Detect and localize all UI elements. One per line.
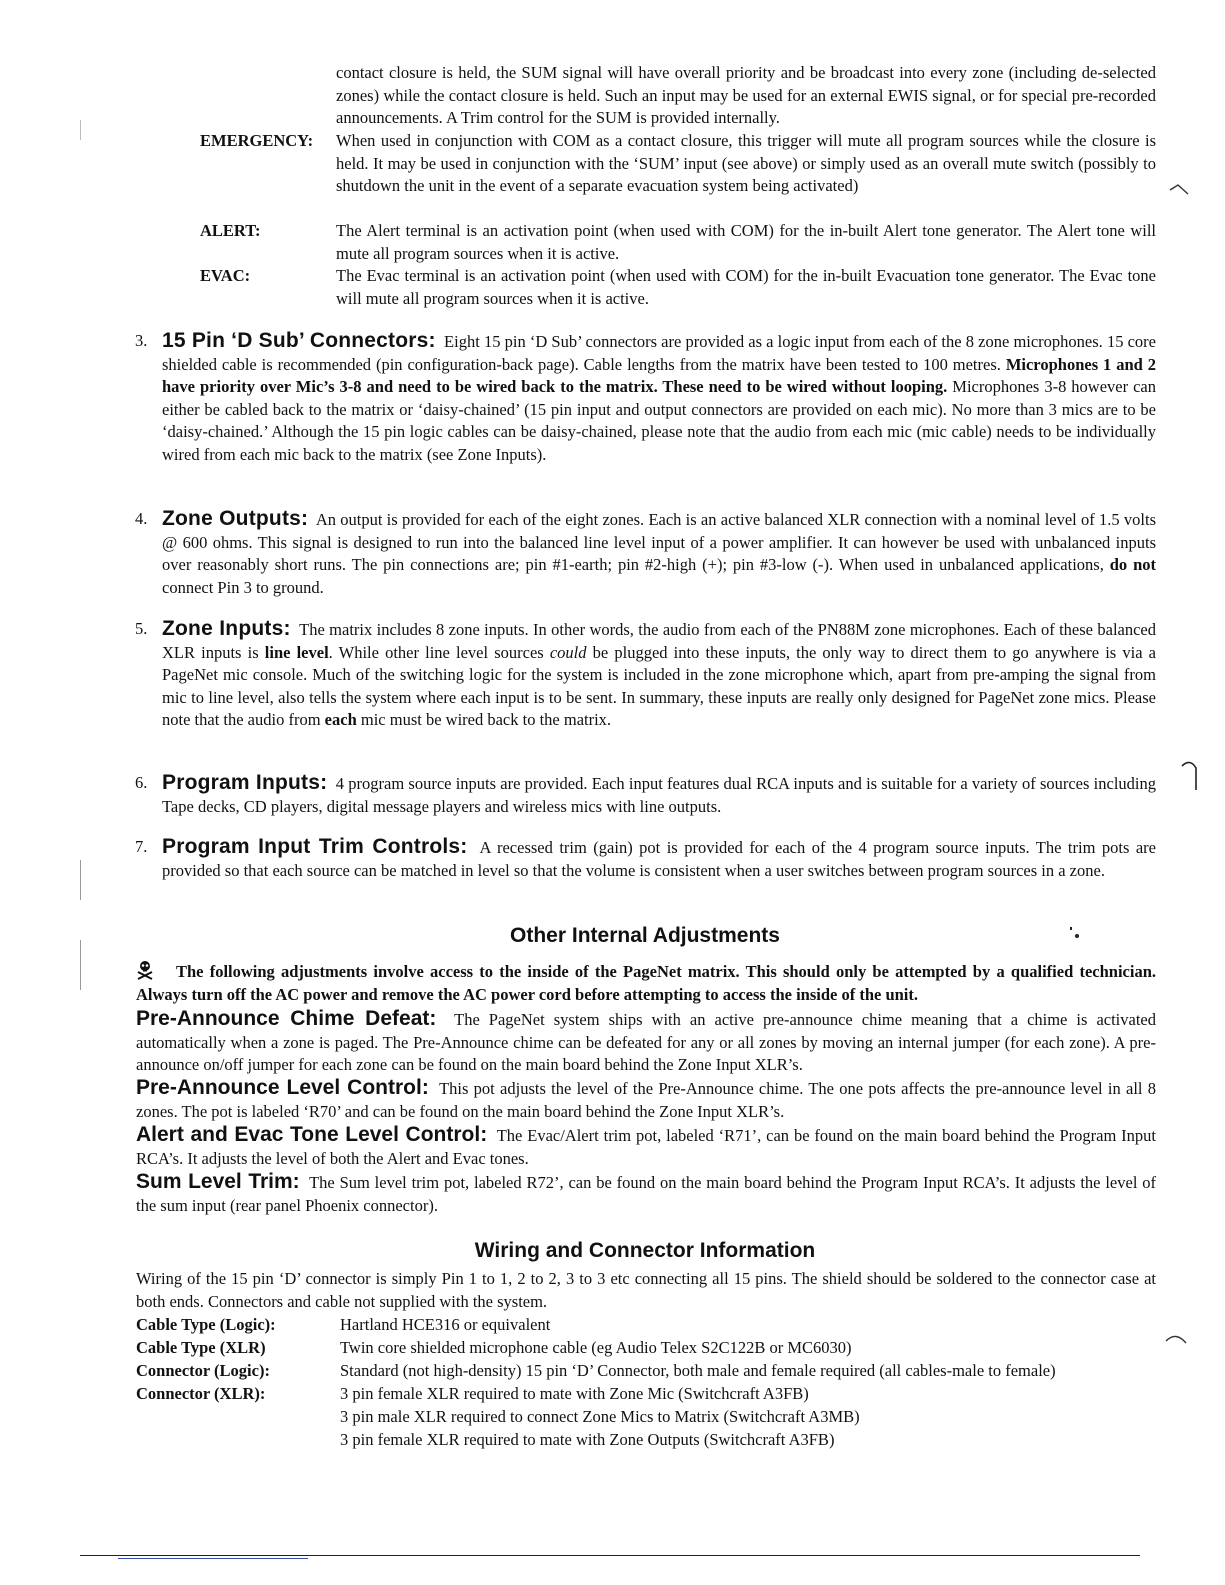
wiring-intro: Wiring of the 15 pin ‘D’ connector is simply Pin 1 to 1, 2 to 2, 3 to 3 etc connecting all 15 pins. The shield should be soldered to the connector case at both ends. Connectors and cable not supplied with the system. [136,1269,1156,1311]
adjustment-heading: Alert and Evac Tone Level Control: [136,1123,488,1146]
item-number: 6. [135,773,148,792]
item-text: An output is provided for each of the eight zones. Each is an active balanced XLR connection with a nominal level of 1.5 volts @ 600 ohms. This signal is designed to run into the balanced line level input of a power amplifier. It can however be used with unbalanced inputs over reasonably short runs. The pin connections are; pin #1-earth; pin #2-high (+); pin #3-low (-). When used in unbalanced applications, [162,510,1157,575]
spec-value: 3 pin male XLR required to connect Zone Mics to Matrix (Switchcraft A3MB) [340,1407,860,1426]
adjustment-chime-defeat [136,1008,1156,1077]
spec-value: Hartland HCE316 or equivalent [340,1315,551,1334]
adjustment-text: The Evac/Alert trim pot, labeled ‘R71’, can be found on the main board behind the Program Input RCA’s. It adjusts the level of both the Alert and Evac tones. [136,1126,1157,1168]
item-text: The matrix includes 8 zone inputs. In other words, the audio from each of the PN88M zone microphones. Each of these balanced XLR inputs is [162,620,1156,662]
adjustment-heading: Sum Level Trim: [136,1170,300,1193]
scan-mark [1070,927,1072,930]
item-number: 4. [135,509,148,528]
footer-rule-accent [118,1558,308,1559]
item-body [162,618,1156,732]
warning-text: The following adjustments involve access to the inside of the PageNet matrix. This should only be attempted by a qualified technician. Always turn off the AC power and remove the AC power cord before attempting to access the inside of the unit. [136,962,1156,1004]
section-title-wiring: Wiring and Connector Information [474,1239,816,1262]
item-heading: Program Inputs: [162,771,328,794]
item-text: connect Pin 3 to ground. [162,577,324,597]
warning-paragraph [136,960,1156,1006]
footer-rule [80,1555,1140,1556]
item-text: . While other line level sources [328,642,544,662]
spec-term: Cable Type (Logic): [136,1315,276,1334]
section-title-internal-adjustments: Other Internal Adjustments [510,924,780,947]
scan-mark [80,860,81,900]
item-body [162,772,1156,818]
adjustment-text: This pot adjusts the level of the Pre-Announce chime. The one pots affects the pre-announce level in all 8 zones. The pot is labeled ‘R70’ and can be found on the main board behind the Zone Input XLR’s. [136,1079,1157,1121]
item-bold-text: each [324,710,357,730]
scan-mark [1164,1331,1190,1351]
item-heading: Program Input Trim Controls: [162,835,468,858]
definition-text: The Alert terminal is an activation point (when used with COM) for the in-built Alert tone generator. The Alert tone will mute all program sources when it is active. [336,221,1156,263]
scan-mark [1075,934,1079,938]
adjustment-sum-level [136,1171,1156,1217]
definition-text: The Evac terminal is an activation point (when used with COM) for the in-built Evacuation tone generator. The Evac tone will mute all program sources when it is active. [336,266,1156,308]
scan-mark [80,940,81,990]
spec-value: 3 pin female XLR required to mate with Zone Mic (Switchcraft A3FB) [340,1384,809,1403]
item-number: 5. [135,619,148,638]
item-heading: Zone Outputs: [162,507,309,530]
scan-mark [1180,760,1200,796]
item-heading: Zone Inputs: [162,617,291,640]
definition-text: When used in conjunction with COM as a contact closure, this trigger will mute all program sources while the closure is held. It may be used in conjunction with the ‘SUM’ input (see above) or simply used as an overall mute switch (possibly to shutdown the unit in the event of a separate evacuation system being activated) [336,131,1156,196]
definition-term: EMERGENCY: [200,131,314,150]
item-text: Eight 15 pin ‘D Sub’ connectors are provided as a logic input from each of the 8 zone microphones. 15 core shielded cable is recommended (pin configuration-back page). Cable lengths from the matrix have been tested to 100 metres. [162,332,1157,374]
item-heading: 15 Pin ‘D Sub’ Connectors: [162,329,436,352]
scan-mark [1168,182,1192,198]
spec-term: Connector (Logic): [136,1361,270,1380]
spec-term: Connector (XLR): [136,1384,266,1403]
item-number: 3. [135,331,148,350]
item-body [162,330,1156,467]
adjustment-alert-evac-level [136,1124,1156,1170]
spec-value: Twin core shielded microphone cable (eg Audio Telex S2C122B or MC6030) [340,1338,852,1357]
skull-warning-icon [136,960,154,980]
adjustment-announce-level [136,1077,1156,1123]
item-bold-text: Microphones 1 and 2 have priority over Mic’s 3-8 and need to be wired back to the matrix. These need to be wired without looping. [162,354,1157,397]
item-number: 7. [135,837,148,856]
spec-value: 3 pin female XLR required to mate with Zone Outputs (Switchcraft A3FB) [340,1430,835,1449]
adjustment-text: The Sum level trim pot, labeled R72’, can be found on the main board behind the Program Input RCA’s. It adjusts the level of the sum input (rear panel Phoenix connector). [136,1173,1157,1215]
definition-term: EVAC: [200,266,251,285]
item-body [162,508,1156,599]
adjustment-heading: Pre-Announce Level Control: [136,1076,429,1099]
item-italic-text: could [549,642,587,662]
adjustment-heading: Pre-Announce Chime Defeat: [136,1007,437,1030]
scan-mark [80,120,81,140]
item-text: 4 program source inputs are provided. Each input features dual RCA inputs and is suitable for a variety of sources including Tape decks, CD players, digital message players and wireless mics with line outputs. [162,774,1156,816]
item-text: mic must be wired back to the matrix. [360,710,612,730]
sum-continuation-text: contact closure is held, the SUM signal will have overall priority and be broadcast into every zone (including de-selected zones) while the contact closure is held. Such an input may be used for an external EWIS signal, or for special pre-recorded announcements. A Trim control for the SUM is provided internally. [336,63,1156,128]
item-bold-text: do not [1109,555,1156,575]
item-text: be plugged into these inputs, the only way to direct them to go anywhere is via a PageNet mic console. Much of the switching logic for the system is included in the zone microphone which, apart from pre-amping the signal from mic to line level, also tells the system where each input is to be sent. In summary, these inputs are really only designed for PageNet zone mics. Please note that the audio from [162,642,1156,730]
spec-term: Cable Type (XLR) [136,1338,266,1357]
item-text: A recessed trim (gain) pot is provided for each of the 4 program source inputs. The trim pots are provided so that each source can be matched in level so that the volume is consistent when a user switches between program sources in a zone. [162,838,1156,880]
definition-term: ALERT: [200,221,261,240]
item-body [162,836,1156,882]
item-text: Microphones 3-8 however can either be cabled back to the matrix or ‘daisy-chained’ (15 pin input and output connectors are provided on each mic). No more than 3 mics are to be ‘daisy-chained.’ Although the 15 pin logic cables can be daisy-chained, please note that the audio from each mic (mic cable) needs to be individually wired from each mic back to the matrix (see Zone Inputs). [162,377,1156,464]
adjustment-text: The PageNet system ships with an active pre-announce chime meaning that a chime is activated automatically when a zone is paged. The Pre-Announce chime can be defeated for any or all zones by moving an internal jumper (for each zone). A pre-announce on/off jumper for each zone can be found on the main board behind the Zone Input XLR’s. [136,1010,1156,1075]
spec-value: Standard (not high-density) 15 pin ‘D’ Connector, both male and female required (all cables-male to female) [340,1361,1056,1380]
item-bold-text: line level [264,642,329,662]
